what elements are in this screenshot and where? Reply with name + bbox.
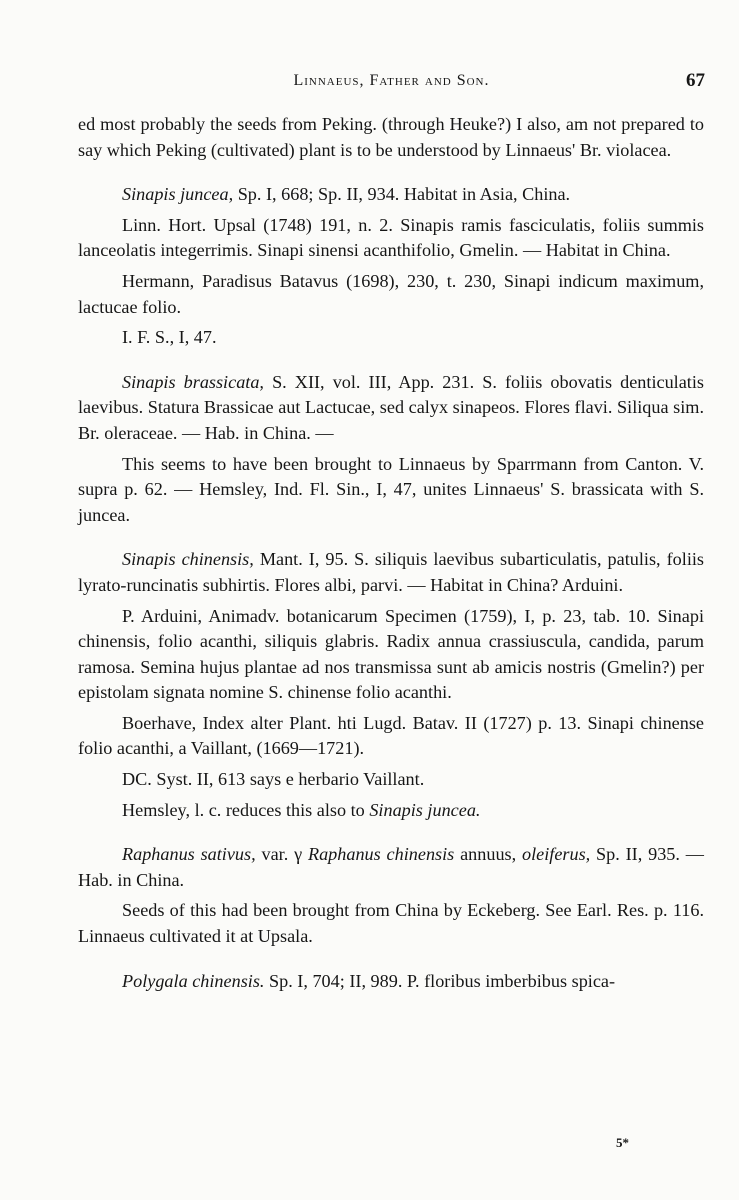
signature-mark: 5* bbox=[616, 1135, 629, 1150]
text-run: Seeds of this had been brought from China by Eckeberg. See Earl. Res. p. 116. Linnaeus cultivated it at Upsala. bbox=[78, 900, 704, 947]
italic-text: Sinapis juncea, bbox=[122, 184, 234, 205]
paragraph bbox=[78, 767, 704, 793]
text-run: annuus, bbox=[454, 844, 522, 865]
text-run: var. γ bbox=[255, 844, 308, 865]
page-header bbox=[78, 70, 705, 96]
paragraph bbox=[78, 842, 704, 893]
text-run: Mant. I, 95. S. siliquis laevibus subarticulatis, patulis, foliis lyrato-runcinatis subhirtis. Flores albi, parvi. — Habitat in China? Arduini. bbox=[78, 549, 704, 595]
text-run: Linn. Hort. Upsal (1748) 191, n. 2. Sinapis ramis fasciculatis, foliis summis lanceolatis integerrimis. Sinapi sinensi acanthifolio, Gmelin. — Habitat in China. bbox=[78, 214, 704, 261]
paragraph bbox=[78, 325, 704, 351]
italic-text: Polygala chinensis. bbox=[122, 970, 265, 991]
paragraph bbox=[78, 547, 704, 598]
paragraph bbox=[78, 269, 704, 320]
text-run: I. F. S., I, 47. bbox=[122, 327, 217, 348]
text-run: S. XII, vol. III, App. 231. S. foliis obovatis denticulatis laevibus. Statura Brassicae aut Lactucae, sed calyx sinapeos. Flores flavi. Siliqua sim. Br. oleraceae. — Hab. in China. — bbox=[78, 371, 704, 443]
text-run: DC. Syst. II, 613 says e herbario Vaillant. bbox=[122, 769, 425, 790]
italic-text: oleiferus, bbox=[522, 844, 591, 865]
text-run: This seems to have been brought to Linnaeus by Sparrmann from Canton. V. supra p. 62. — Hemsley, Ind. Fl. Sin., I, 47, unites Linnaeus' S. brassicata with S. juncea. bbox=[78, 453, 704, 525]
italic-text: Sinapis chinensis, bbox=[122, 549, 254, 570]
paragraph bbox=[78, 798, 704, 824]
italic-text: Sinapis juncea. bbox=[369, 799, 481, 820]
text-run: Sp. I, 668; Sp. II, 934. Habitat in Asia, China. bbox=[233, 184, 571, 205]
text-run: P. Arduini, Animadv. botanicarum Specimen (1759), I, p. 23, tab. 10. Sinapi chinensis, folio acanthi, siliquis glabris. Radix annua crassiuscula, candida, parum ramosa. Semina hujus plantae ad nos transmissa sunt ab amicis nostris (Gmelin?) per epistolam signata nomine S. chinense folio acanthi. bbox=[78, 605, 704, 703]
running-title: Linnaeus, Father and Son. bbox=[293, 72, 490, 89]
paragraph bbox=[78, 112, 704, 163]
text-run: Hemsley, l. c. reduces this also to bbox=[122, 799, 370, 820]
text-run: Sp. II, 935. — Hab. in China. bbox=[78, 844, 704, 890]
body-text bbox=[78, 112, 704, 994]
paragraph bbox=[78, 604, 704, 706]
paragraph bbox=[78, 969, 704, 995]
paragraph bbox=[78, 898, 704, 949]
text-run: Sp. I, 704; II, 989. P. floribus imberbibus spica- bbox=[264, 970, 616, 991]
paragraph bbox=[78, 452, 704, 529]
paragraph bbox=[78, 711, 704, 762]
text-run: ed most probably the seeds from Peking. (through Heuke?) I also, am not prepared to say which Peking (cultivated) plant is to be understood by Linnaeus' Br. violacea. bbox=[78, 114, 704, 160]
paragraph bbox=[78, 370, 704, 447]
text-run: Hermann, Paradisus Batavus (1698), 230, t. 230, Sinapi indicum maximum, lactucae folio. bbox=[78, 270, 704, 317]
italic-text: Raphanus chinensis bbox=[307, 844, 455, 865]
paragraph bbox=[78, 213, 704, 264]
paragraph bbox=[78, 182, 704, 208]
italic-text: Sinapis brassicata, bbox=[122, 371, 264, 392]
italic-text: Raphanus sativus, bbox=[122, 844, 256, 865]
text-run: Boerhave, Index alter Plant. hti Lugd. Batav. II (1727) p. 13. Sinapi chinense folio acanthi, a Vaillant, (1669—1721). bbox=[78, 712, 704, 759]
page-number: 67 bbox=[686, 70, 705, 91]
